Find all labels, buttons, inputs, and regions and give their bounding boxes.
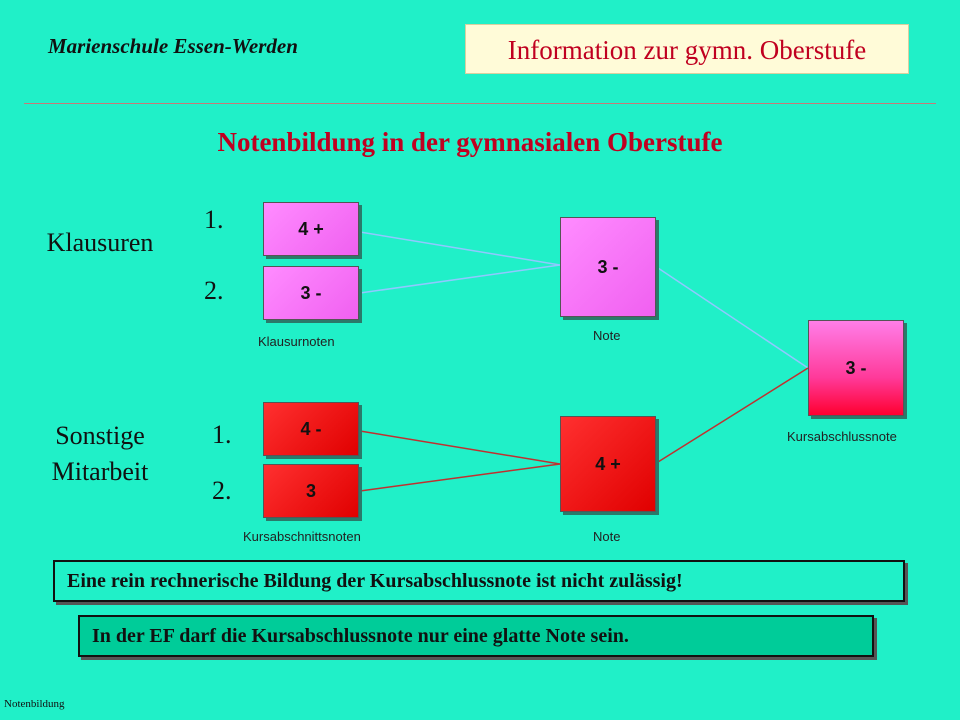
caption-kursabschlussnote: Kursabschlussnote <box>787 429 897 444</box>
caption-kursabschnittsnoten: Kursabschnittsnoten <box>243 529 361 544</box>
sonstige-grade-1: 4 - <box>263 402 359 456</box>
note-klausuren: 3 - <box>560 217 656 317</box>
note-sonstige: 4 + <box>560 416 656 512</box>
sonstige-number-1: 1. <box>212 420 232 449</box>
connector-sonstige-2 <box>360 464 560 491</box>
klausur-grade-2: 3 - <box>263 266 359 320</box>
connector-note-sonstige-final <box>658 368 808 462</box>
caption-note-sonstige: Note <box>593 529 621 544</box>
connector-klausur-2 <box>360 265 560 293</box>
notice-ef: In der EF darf die Kursabschlussnote nur eine glatte Note sein. <box>78 615 874 657</box>
footer-label: Notenbildung <box>4 698 65 710</box>
caption-klausurnoten: Klausurnoten <box>258 334 335 349</box>
caption-note-klausuren: Note <box>593 328 621 343</box>
label-klausuren: Klausuren <box>46 228 154 257</box>
header-banner: Information zur gymn. Oberstufe <box>465 24 909 74</box>
klausur-number-1: 1. <box>204 205 224 234</box>
label-sonstige: Sonstige <box>55 421 145 450</box>
klausur-grade-1: 4 + <box>263 202 359 256</box>
connector-note-klausur-final <box>658 268 808 368</box>
school-name: Marienschule Essen-Werden <box>48 34 298 58</box>
label-mitarbeit: Mitarbeit <box>51 457 149 486</box>
sonstige-number-2: 2. <box>212 476 232 505</box>
klausur-number-2: 2. <box>204 276 224 305</box>
connector-klausur-1 <box>360 232 560 265</box>
sonstige-grade-2: 3 <box>263 464 359 518</box>
final-grade: 3 - <box>808 320 904 416</box>
connector-sonstige-1 <box>360 431 560 464</box>
page-title: Notenbildung in der gymnasialen Oberstufe <box>217 127 723 157</box>
notice-calculation: Eine rein rechnerische Bildung der Kursabschlussnote ist nicht zulässig! <box>53 560 905 602</box>
